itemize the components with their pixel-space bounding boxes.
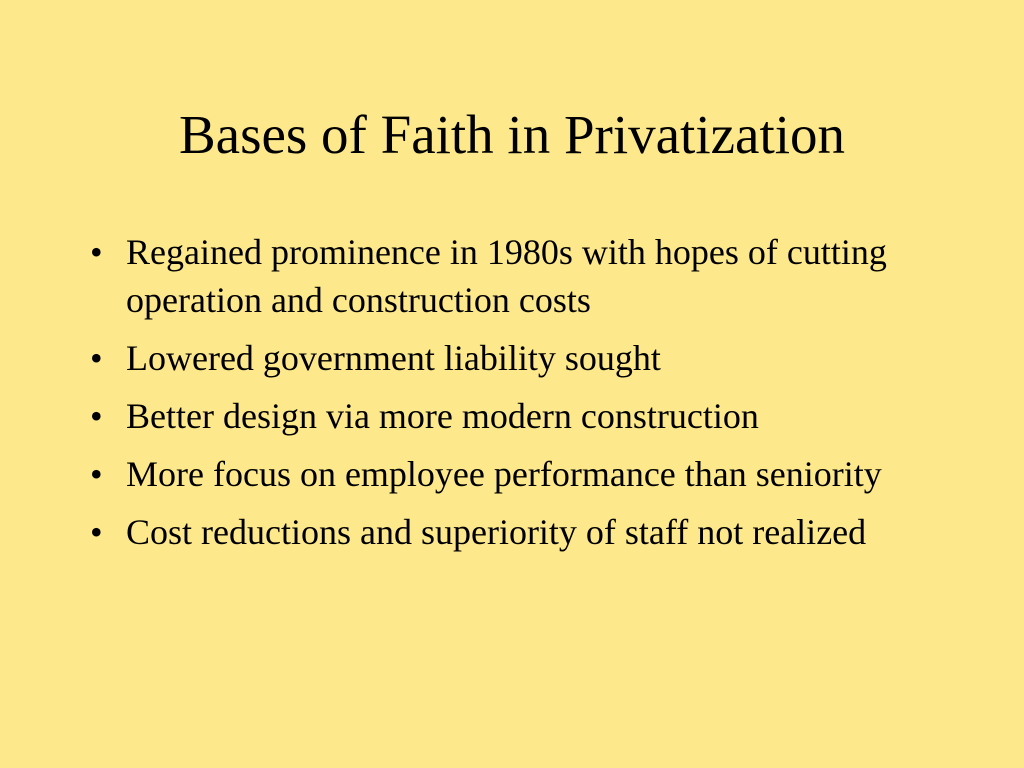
bullet-icon: •: [90, 338, 103, 378]
bullet-text: Lowered government liability sought: [126, 338, 661, 378]
bullet-item: [90, 334, 950, 382]
bullet-text: Regained prominence in 1980s with hopes of cutting operation and construction costs: [126, 232, 887, 320]
bullet-icon: •: [90, 454, 103, 494]
bullet-icon: •: [90, 232, 103, 272]
bullet-item: [90, 450, 950, 498]
bullet-icon: •: [90, 512, 103, 552]
bullet-text: Better design via more modern construction: [126, 396, 759, 436]
bullet-item: [90, 392, 950, 440]
bullet-text: More focus on employee performance than seniority: [126, 454, 882, 494]
slide-title: Bases of Faith in Privatization: [178, 104, 845, 165]
bullet-item: [90, 508, 950, 556]
bullet-list: [90, 228, 950, 566]
bullet-icon: •: [90, 396, 103, 436]
bullet-text: Cost reductions and superiority of staff not realized: [126, 512, 867, 552]
bullet-item: [90, 228, 950, 324]
